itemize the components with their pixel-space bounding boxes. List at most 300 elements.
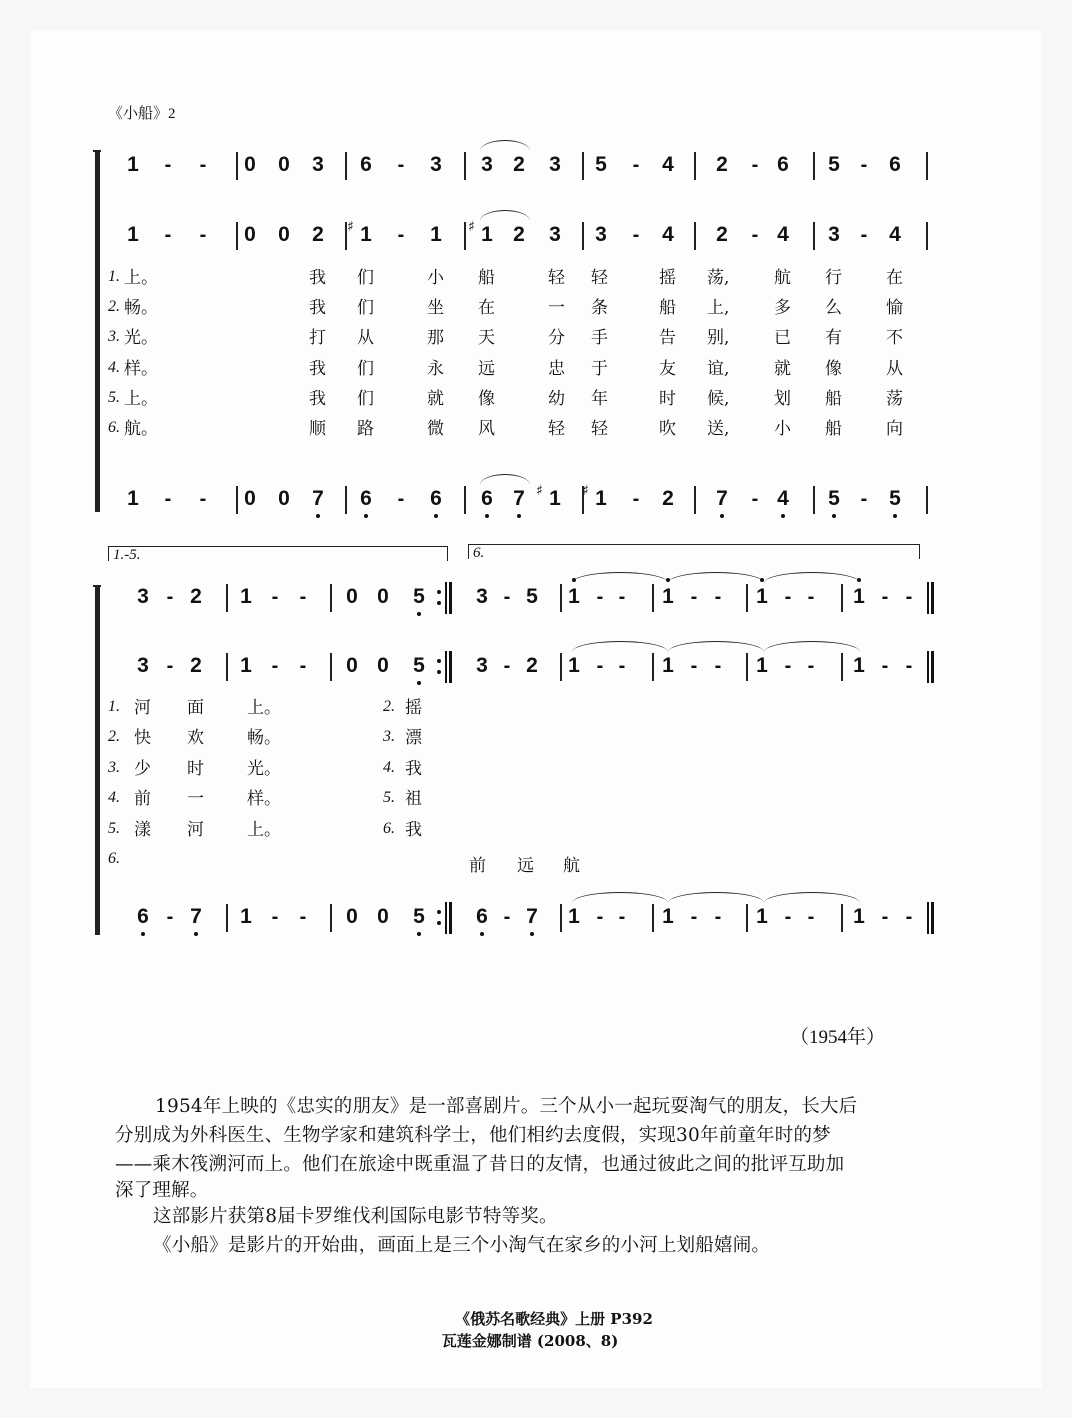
note: 7 — [711, 484, 733, 514]
lyric-word: 船 — [478, 268, 495, 288]
dash-extension: - — [166, 586, 174, 608]
lyric-word: 我 — [309, 388, 326, 409]
verse-number: 6. — [108, 850, 120, 867]
lyric-word: 上。 — [247, 698, 281, 718]
description-line-2: 分别成为外科医生、生物学家和建筑科学士，他们相约去度假，实现30年前童年时的梦 — [115, 1125, 831, 1146]
note: 4 — [662, 223, 674, 246]
dash-extension: - — [618, 655, 626, 677]
note: 1 — [568, 905, 580, 928]
note: 3 — [137, 654, 149, 677]
lyric-word: 欢 — [187, 728, 204, 749]
dash-extension: - — [751, 154, 759, 176]
note: 7 — [185, 902, 207, 932]
lyric-word: 条 — [591, 298, 608, 319]
footer-credit: 瓦莲金娜制谱 (2008、8) — [441, 1332, 619, 1350]
low-octave-dot — [485, 514, 489, 518]
dash-extension: - — [807, 586, 815, 608]
sharp-icon: ♯ — [582, 483, 589, 499]
note: 1 — [751, 582, 773, 612]
barline — [746, 653, 748, 681]
dash-extension: - — [164, 224, 172, 246]
note: 0 — [377, 905, 389, 928]
note: 3 — [430, 153, 442, 176]
dash-extension: - — [690, 586, 698, 608]
lyric-word: 已 — [774, 328, 791, 349]
note: 2 — [312, 223, 324, 246]
lyric-word: 于 — [591, 358, 608, 379]
lyric-word: 快 — [134, 728, 151, 749]
system2-brace — [95, 585, 100, 935]
note: 5 — [408, 582, 430, 612]
verse-number: 5. — [383, 789, 395, 807]
dash-extension: - — [860, 488, 868, 510]
verse-number: 4. — [108, 789, 120, 807]
description-award: 这部影片获第8届卡罗维伐利国际电影节特等奖。 — [153, 1206, 558, 1227]
lyric-word: 吹 — [659, 419, 676, 439]
note: 6 — [355, 484, 377, 514]
final-barline-thick — [931, 582, 934, 614]
low-octave-dot — [480, 932, 484, 936]
system1-staff2 — [0, 220, 1072, 256]
note: 3 — [137, 585, 149, 608]
lyric-word: 时 — [659, 388, 676, 409]
sharp-icon: ♯ — [468, 219, 475, 235]
dash-extension: - — [751, 488, 759, 510]
barline — [330, 904, 332, 932]
note: 4 — [889, 223, 901, 246]
lyric-word: 船 — [659, 298, 676, 319]
verse-number: 2. — [108, 728, 120, 746]
low-octave-dot — [434, 514, 438, 518]
dash-extension: - — [632, 154, 640, 176]
barline — [345, 486, 347, 514]
note: 4 — [662, 153, 674, 176]
dash-extension: - — [596, 586, 604, 608]
lyric-word: 我 — [405, 819, 422, 840]
lyric-word: 漂 — [405, 728, 422, 749]
lyric-word: 从 — [886, 358, 903, 379]
barline — [813, 486, 815, 514]
low-octave-dot — [720, 514, 724, 518]
note: 1 — [756, 905, 768, 928]
low-octave-dot — [417, 681, 421, 685]
verse-number: 6. — [383, 819, 395, 837]
lyric-word: 小 — [774, 419, 791, 439]
lyric-word: 打 — [309, 328, 326, 349]
system2-staff3 — [0, 902, 1072, 938]
barline — [582, 152, 584, 180]
barline — [236, 222, 238, 250]
lyric-word: 行 — [825, 268, 842, 288]
lyric-word: 顺 — [309, 419, 326, 439]
note: 7 — [508, 484, 530, 514]
note: 7 — [521, 902, 543, 932]
volta-first-ending: 1.-5. — [108, 546, 448, 561]
lyric-word: 友 — [659, 358, 676, 379]
lyric-word: 谊, — [707, 358, 730, 379]
lyric-word: 船 — [825, 388, 842, 409]
note: 0 — [346, 585, 358, 608]
note: 3 — [476, 585, 488, 608]
note: 0 — [377, 585, 389, 608]
repeat-barline-thick — [449, 902, 452, 934]
barline — [694, 152, 696, 180]
barline — [841, 904, 843, 932]
dash-extension: - — [503, 906, 511, 928]
lyric-word: 上。 — [124, 268, 158, 288]
lyric-word: 划 — [774, 388, 791, 409]
description-song: 《小船》是影片的开始曲，画面上是三个小淘气在家乡的小河上划船嬉闹。 — [153, 1235, 771, 1256]
lyric-word: 畅。 — [247, 728, 281, 749]
dash-extension: - — [596, 906, 604, 928]
system1-brace — [95, 150, 100, 512]
lyric-word: 向 — [886, 419, 903, 439]
repeat-barline — [445, 651, 447, 683]
note: 1 — [756, 654, 768, 677]
repeat-dots — [437, 590, 441, 606]
lyric-word: 送, — [707, 419, 730, 439]
note: 4 — [772, 484, 794, 514]
lyric-word: 前 — [469, 856, 486, 876]
volta-second-ending: 6. — [468, 544, 920, 559]
lyric-word: 河 — [187, 819, 204, 840]
barline — [841, 653, 843, 681]
lyric-word: 我 — [309, 358, 326, 379]
repeat-barline-thick — [449, 582, 452, 614]
lyric-word: 就 — [427, 388, 444, 409]
dash-extension: - — [618, 586, 626, 608]
note: 3 — [595, 223, 607, 246]
lyric-word: 河 — [134, 698, 151, 718]
barline — [560, 653, 562, 681]
lyric-word: 远 — [517, 856, 534, 876]
lyric-word: 轻 — [548, 419, 565, 439]
note: 2 — [190, 654, 202, 677]
final-barline — [927, 582, 929, 614]
note: 3 — [549, 153, 561, 176]
note: 1 ♯ — [476, 220, 498, 250]
low-octave-dot — [316, 514, 320, 518]
verse-number: 2. — [383, 698, 395, 715]
lyric-word: 我 — [309, 298, 326, 319]
lyric-word: 坐 — [427, 298, 444, 319]
lyric-word: 们 — [357, 298, 374, 319]
barline — [464, 152, 466, 180]
note: 5 — [823, 484, 845, 514]
lyric-word: 分 — [548, 328, 565, 349]
barline — [345, 152, 347, 180]
lyric-word: 轻 — [591, 419, 608, 439]
dash-extension: - — [690, 655, 698, 677]
note: 1 — [127, 487, 139, 510]
dash-extension: - — [784, 655, 792, 677]
lyric-word: 轻 — [591, 268, 608, 288]
note: 1 — [430, 223, 442, 246]
dash-extension: - — [199, 488, 207, 510]
lyric-word: 上, — [707, 298, 730, 319]
verse-number: 1. — [108, 698, 120, 715]
note: 1 — [853, 905, 865, 928]
lyric-word: 们 — [357, 358, 374, 379]
note: 6 — [476, 484, 498, 514]
lyric-word: 面 — [187, 698, 204, 718]
barline — [652, 653, 654, 681]
lyric-word: 多 — [774, 298, 791, 319]
dash-extension: - — [199, 154, 207, 176]
note: 5 — [408, 651, 430, 681]
repeat-barline — [445, 902, 447, 934]
low-octave-dot — [517, 514, 521, 518]
dash-extension: - — [397, 154, 405, 176]
lyric-word: 我 — [405, 758, 422, 779]
dash-extension: - — [299, 586, 307, 608]
dash-extension: - — [784, 586, 792, 608]
lyric-word: 手 — [591, 328, 608, 349]
dash-extension: - — [881, 586, 889, 608]
low-octave-dot — [417, 612, 421, 616]
dash-extension: - — [397, 488, 405, 510]
note: 1 — [240, 905, 252, 928]
note: 3 — [312, 153, 324, 176]
verse-number: 6. — [108, 419, 120, 436]
low-octave-dot — [417, 932, 421, 936]
note: 1 — [240, 654, 252, 677]
note: 0 — [244, 487, 256, 510]
description-line-3: ——乘木筏溯河而上。他们在旅途中既重温了昔日的友情，也通过彼此之间的批评互助加 — [115, 1154, 845, 1175]
lyric-word: 候, — [707, 388, 730, 409]
barline — [694, 486, 696, 514]
system2-staff1 — [0, 582, 1072, 618]
note: 1 ♯ — [355, 220, 377, 250]
lyric-word: 航。 — [124, 419, 158, 439]
dash-extension: - — [164, 488, 172, 510]
dash-extension: - — [881, 655, 889, 677]
barline — [560, 904, 562, 932]
dash-extension: - — [166, 906, 174, 928]
lyric-word: 在 — [478, 298, 495, 319]
lyric-word: 远 — [478, 358, 495, 379]
lyric-word: 风 — [478, 419, 495, 439]
note: 2 — [513, 223, 525, 246]
barline — [330, 653, 332, 681]
lyric-word: 微 — [427, 419, 444, 439]
note: 4 — [777, 223, 789, 246]
dash-extension: - — [714, 906, 722, 928]
note: 6 — [425, 484, 447, 514]
dash-extension: - — [618, 906, 626, 928]
barline — [694, 222, 696, 250]
verse-number: 3. — [383, 728, 395, 746]
verse-number: 1. — [108, 268, 120, 285]
lyric-word: 们 — [357, 268, 374, 288]
note: 0 — [244, 153, 256, 176]
verse-number: 3. — [108, 758, 120, 776]
lyric-word: 从 — [357, 328, 374, 349]
barline — [926, 222, 928, 250]
lyric-word: 像 — [478, 388, 495, 409]
dash-extension: - — [299, 655, 307, 677]
lyric-word: 天 — [478, 328, 495, 349]
barline — [652, 904, 654, 932]
note: 3 — [481, 153, 493, 176]
note: 1 — [662, 654, 674, 677]
note: 0 — [346, 905, 358, 928]
low-octave-dot — [194, 932, 198, 936]
final-barline — [927, 651, 929, 683]
lyric-word: 永 — [427, 358, 444, 379]
lyric-word: 摇 — [659, 268, 676, 288]
sharp-icon: ♯ — [347, 219, 354, 235]
note: 0 — [377, 654, 389, 677]
dash-extension: - — [397, 224, 405, 246]
final-barline-thick — [931, 902, 934, 934]
barline — [841, 584, 843, 612]
lyric-word: 上。 — [124, 388, 158, 409]
note: 2 — [190, 585, 202, 608]
note: 6 — [471, 902, 493, 932]
sharp-icon: ♯ — [536, 483, 543, 499]
note: 1 — [568, 654, 580, 677]
lyric-word: 幼 — [548, 388, 565, 409]
lyric-word: 样。 — [124, 358, 158, 379]
repeat-barline-thick — [449, 651, 452, 683]
note: 5 — [408, 902, 430, 932]
lyric-word: 告 — [659, 328, 676, 349]
note: 2 — [716, 153, 728, 176]
note: 1 — [657, 582, 679, 612]
dash-extension: - — [596, 655, 604, 677]
dash-extension: - — [164, 154, 172, 176]
lyric-word: 船 — [825, 419, 842, 439]
note: 0 — [278, 487, 290, 510]
dash-extension: - — [299, 906, 307, 928]
note: 1 ♯ — [544, 484, 566, 514]
note: 6 — [889, 153, 901, 176]
barline — [813, 152, 815, 180]
barline — [746, 584, 748, 612]
system1-staff3 — [0, 484, 1072, 520]
lyric-word: 就 — [774, 358, 791, 379]
lyric-word: 光。 — [124, 328, 158, 349]
lyric-word: 前 — [134, 789, 151, 810]
dash-extension: - — [503, 655, 511, 677]
lyric-word: 上。 — [247, 819, 281, 840]
lyric-word: 忠 — [548, 358, 565, 379]
dash-extension: - — [632, 224, 640, 246]
note: 1 — [127, 153, 139, 176]
lyric-word: 一 — [187, 789, 204, 810]
dash-extension: - — [271, 906, 279, 928]
lyric-word: 们 — [357, 388, 374, 409]
barline — [560, 584, 562, 612]
verse-number: 5. — [108, 819, 120, 837]
note: 2 — [716, 223, 728, 246]
final-barline-thick — [931, 651, 934, 683]
note: 0 — [278, 223, 290, 246]
lyric-word: 荡 — [886, 388, 903, 409]
note: 0 — [278, 153, 290, 176]
note: 1 — [240, 585, 252, 608]
note: 6 — [132, 902, 154, 932]
system2-staff2 — [0, 651, 1072, 687]
barline — [813, 222, 815, 250]
lyric-word: 畅。 — [124, 298, 158, 319]
dash-extension: - — [905, 586, 913, 608]
lyric-word: 样。 — [247, 789, 281, 810]
note: 3 — [828, 223, 840, 246]
lyric-word: 那 — [427, 328, 444, 349]
barline — [926, 152, 928, 180]
barline — [464, 222, 466, 250]
repeat-barline — [445, 582, 447, 614]
lyric-word: 摇 — [405, 698, 422, 718]
dash-extension: - — [632, 488, 640, 510]
dash-extension: - — [714, 586, 722, 608]
description-line-4: 深了理解。 — [115, 1180, 209, 1201]
note: 6 — [360, 153, 372, 176]
repeat-dots — [437, 659, 441, 675]
lyric-word: 荡, — [707, 268, 730, 288]
note: 5 — [595, 153, 607, 176]
lyric-word: 路 — [357, 419, 374, 439]
note: 1 — [127, 223, 139, 246]
score-title: 《小船》2 — [108, 106, 176, 122]
dash-extension: - — [860, 154, 868, 176]
note: 7 — [307, 484, 329, 514]
lyric-word: 轻 — [548, 268, 565, 288]
year-label: （1954年） — [790, 1027, 886, 1048]
lyric-word: 别, — [707, 328, 730, 349]
verse-number: 3. — [108, 328, 120, 346]
note: 1 — [563, 582, 585, 612]
note: 1 — [853, 654, 865, 677]
lyric-word: 时 — [187, 758, 204, 779]
dash-extension: - — [690, 906, 698, 928]
verse-number: 2. — [108, 298, 120, 316]
verse-number: 4. — [108, 358, 120, 376]
description-line-1: 1954年上映的《忠实的朋友》是一部喜剧片。三个从小一起玩耍淘气的朋友，长大后 — [155, 1096, 858, 1117]
lyric-word: 祖 — [405, 789, 422, 810]
note: 0 — [244, 223, 256, 246]
note: 3 — [549, 223, 561, 246]
dash-extension: - — [784, 906, 792, 928]
low-octave-dot — [141, 932, 145, 936]
note: 1 — [662, 905, 674, 928]
barline — [226, 584, 228, 612]
note: 5 — [526, 585, 538, 608]
lyric-word: 像 — [825, 358, 842, 379]
low-octave-dot — [832, 514, 836, 518]
dash-extension: - — [271, 586, 279, 608]
lyric-word: 不 — [886, 328, 903, 349]
dash-extension: - — [905, 906, 913, 928]
barline — [464, 486, 466, 514]
dash-extension: - — [751, 224, 759, 246]
low-octave-dot — [364, 514, 368, 518]
note: 1 ♯ — [590, 484, 612, 514]
note: 0 — [346, 654, 358, 677]
lyric-word: 愉 — [886, 298, 903, 319]
lyric-word: 么 — [825, 298, 842, 319]
low-octave-dot — [893, 514, 897, 518]
dash-extension: - — [881, 906, 889, 928]
footer-source: 《俄苏名歌经典》上册 P392 — [455, 1310, 653, 1328]
lyric-word: 小 — [427, 268, 444, 288]
dash-extension: - — [166, 655, 174, 677]
barline — [926, 486, 928, 514]
barline — [236, 486, 238, 514]
dash-extension: - — [860, 224, 868, 246]
